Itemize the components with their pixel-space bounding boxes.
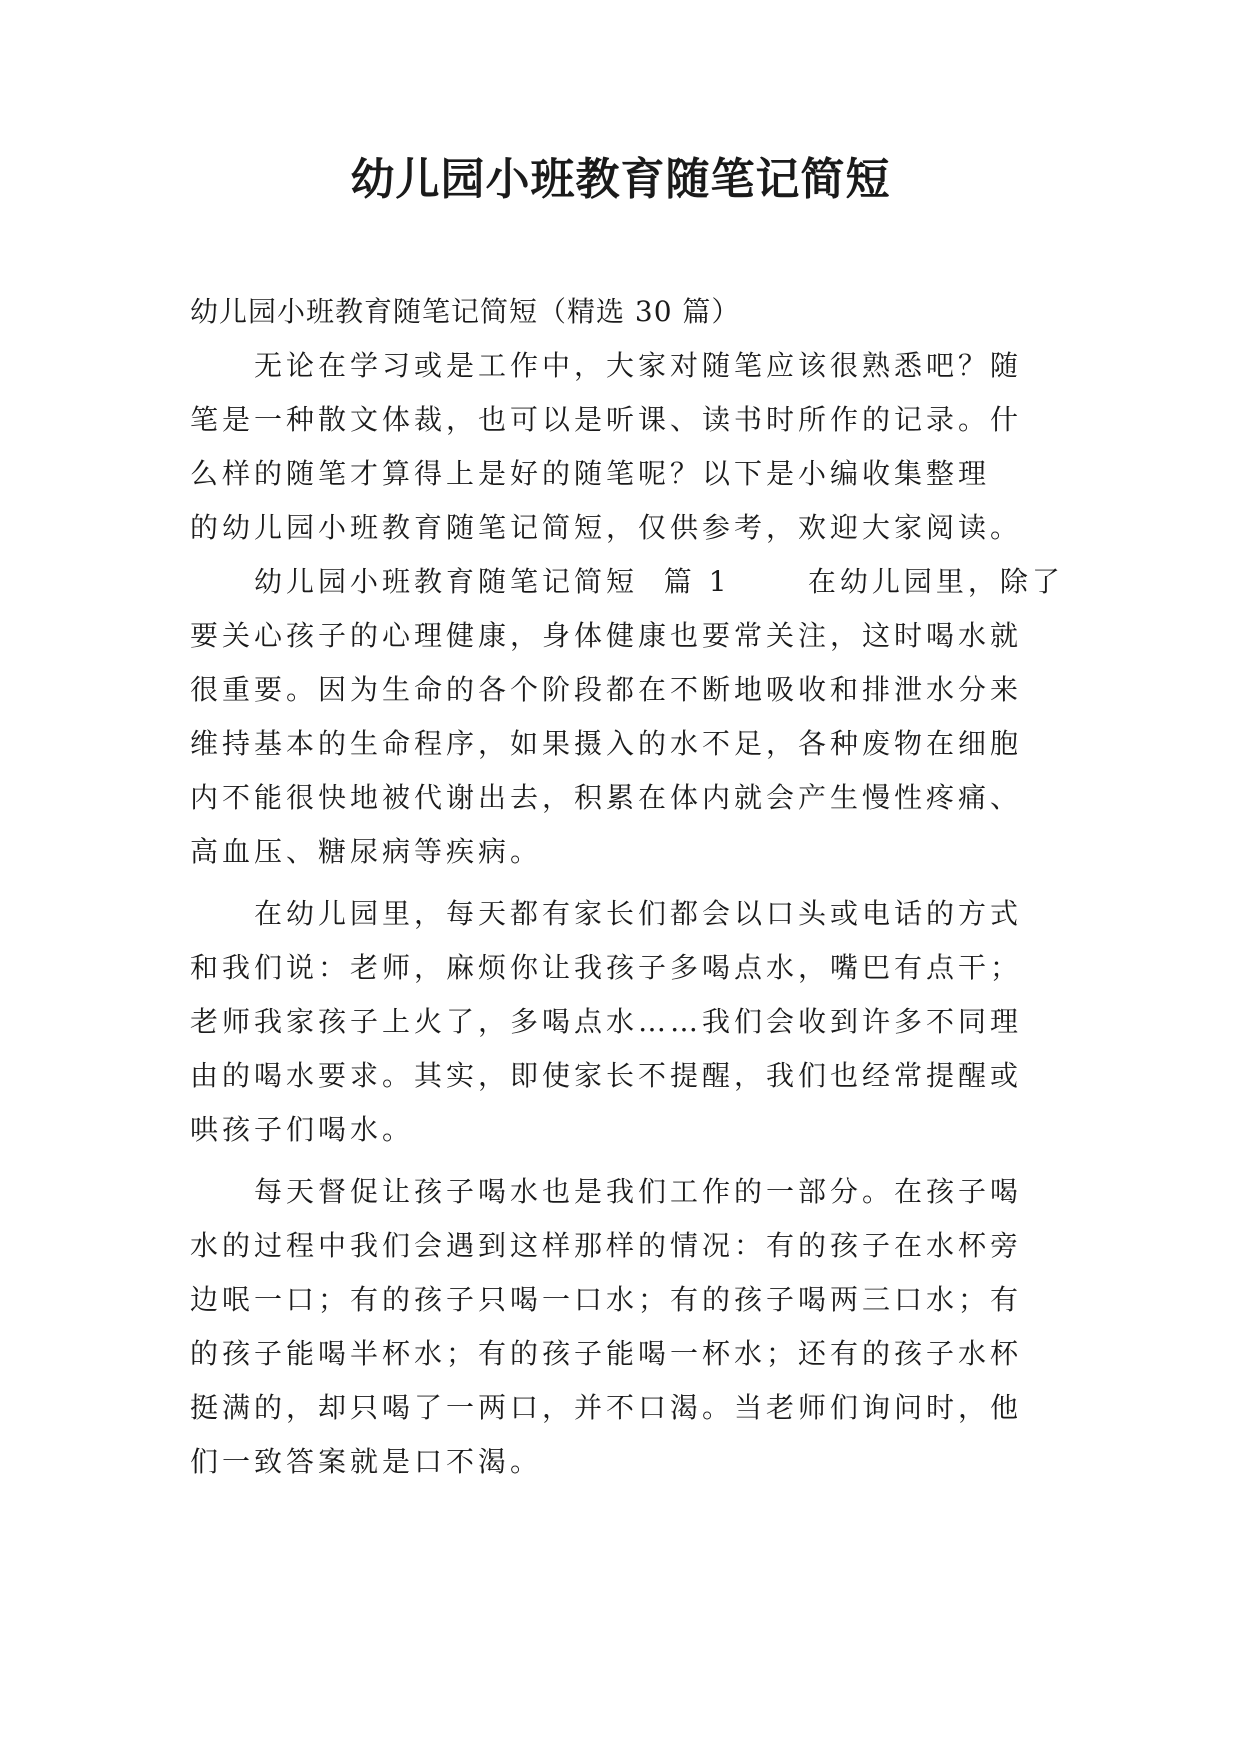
document-body <box>190 285 1064 1489</box>
section-1-line-1: 幼儿园小班教育随笔记简短 篇 1 在幼儿园里，除了 <box>254 565 1064 598</box>
section-1-line-2: 要关心孩子的心理健康，身体健康也要常关注，这时喝水就 <box>190 619 1023 652</box>
intro-line-4: 的幼儿园小班教育随笔记简短，仅供参考，欢迎大家阅读。 <box>190 511 1023 544</box>
intro-line-2: 笔是一种散文体裁，也可以是听课、读书时所作的记录。什 <box>190 403 1023 436</box>
paragraph-3-line-5: 挺满的，却只喝了一两口，并不口渴。当老师们询问时，他 <box>190 1391 1023 1424</box>
intro-line-3: 么样的随笔才算得上是好的随笔呢？以下是小编收集整理 <box>190 457 991 490</box>
paragraph-gap <box>190 879 1060 887</box>
paragraph-3-line-2: 水的过程中我们会遇到这样那样的情况：有的孩子在水杯旁 <box>190 1229 1023 1262</box>
paragraph-3-line-6: 们一致答案就是口不渴。 <box>190 1445 543 1478</box>
section-1-line-4: 维持基本的生命程序，如果摄入的水不足，各种废物在细胞 <box>190 727 1023 760</box>
intro-line-1: 无论在学习或是工作中，大家对随笔应该很熟悉吧？随 <box>254 349 1023 382</box>
paragraph-2-line-1: 在幼儿园里，每天都有家长们都会以口头或电话的方式 <box>254 897 1023 930</box>
paragraph-3-line-1: 每天督促让孩子喝水也是我们工作的一部分。在孩子喝 <box>254 1175 1023 1208</box>
section-1-line-6: 高血压、糖尿病等疾病。 <box>190 835 543 868</box>
paragraph-2-line-3: 老师我家孩子上火了，多喝点水……我们会收到许多不同理 <box>190 1005 1023 1038</box>
paragraph-3-line-3: 边呡一口；有的孩子只喝一口水；有的孩子喝两三口水；有 <box>190 1283 1023 1316</box>
paragraph-2-line-5: 哄孩子们喝水。 <box>190 1113 415 1146</box>
subtitle-line: 幼儿园小班教育随笔记简短（精选 30 篇） <box>190 295 741 328</box>
paragraph-2-line-4: 由的喝水要求。其实，即使家长不提醒，我们也经常提醒或 <box>190 1059 1023 1092</box>
paragraph-2-line-2: 和我们说：老师，麻烦你让我孩子多喝点水，嘴巴有点干； <box>190 951 1023 984</box>
section-1-line-5: 内不能很快地被代谢出去，积累在体内就会产生慢性疼痛、 <box>190 781 1023 814</box>
paragraph-3-line-4: 的孩子能喝半杯水；有的孩子能喝一杯水；还有的孩子水杯 <box>190 1337 1023 1370</box>
paragraph-gap <box>190 1157 1060 1165</box>
section-1-line-3: 很重要。因为生命的各个阶段都在不断地吸收和排泄水分来 <box>190 673 1023 706</box>
page-title: 幼儿园小班教育随笔记简短 <box>350 154 891 205</box>
